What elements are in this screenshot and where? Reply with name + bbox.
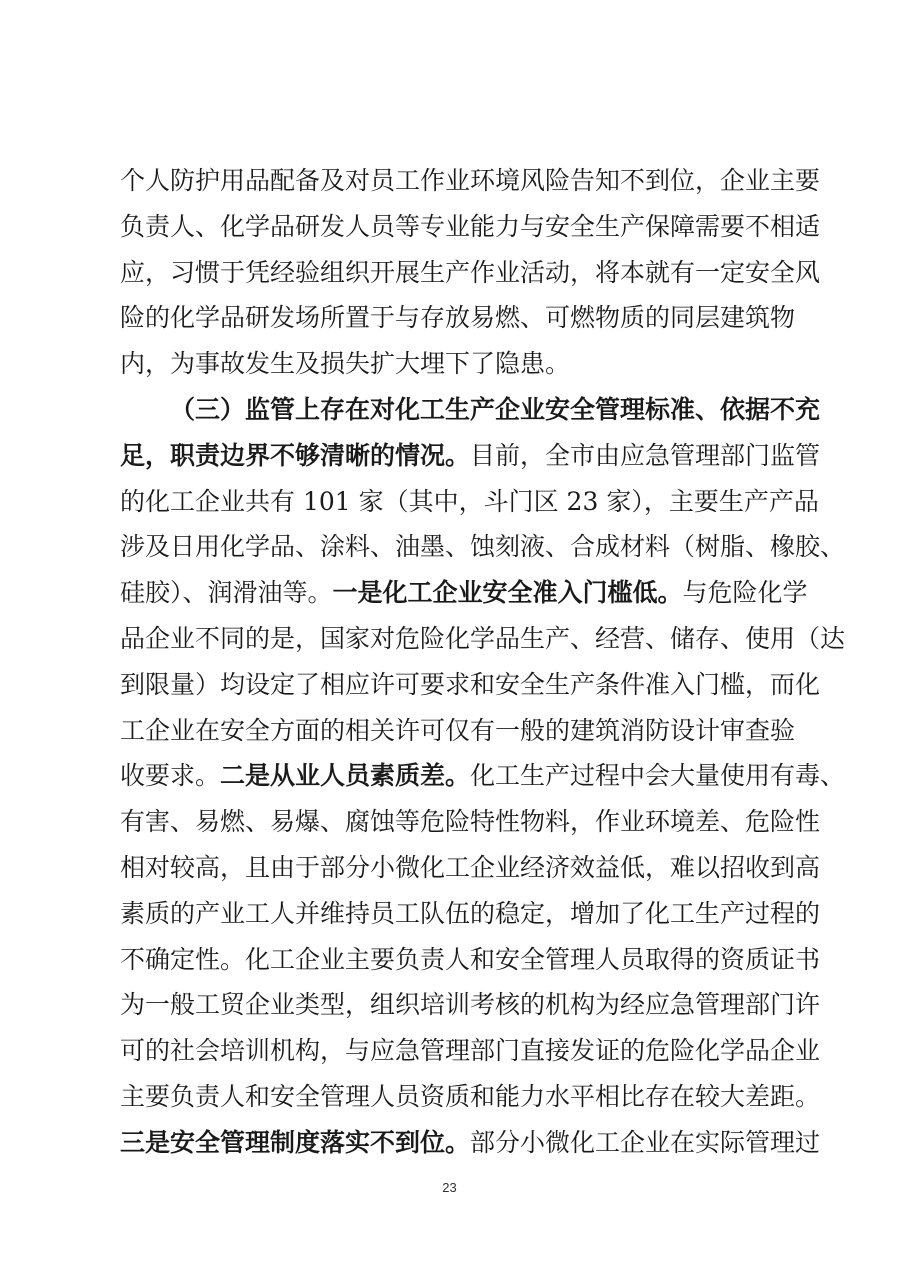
text-line: 涉及日用化学品、涂料、油墨、蚀刻液、合成材料（树脂、橡胶、 [120,532,846,562]
text-line: 负责人、化学品研发人员等专业能力与安全生产保障需要不相适 [120,211,821,241]
point-three-heading: 三是安全管理制度落实不到位。 [120,1127,471,1157]
text-line: 应，习惯于凭经验组织开展生产作业活动，将本就有一定安全风 [120,257,821,287]
text-line [120,753,846,799]
text-line: 到限量）均设定了相应许可要求和安全生产条件准入门槛，而化 [120,669,821,699]
page-number: 23 [442,1180,457,1195]
text-line [120,1120,821,1166]
text-line: 个人防护用品配备及对员工作业环境风险告知不到位，企业主要 [120,166,821,195]
text-line [120,433,821,479]
text-span: 硅胶）、润滑油等。 [120,578,333,608]
text-span: 化工生产过程中会大量使用有毒、 [470,761,846,791]
point-one-heading: 一是化工企业安全准入门槛低。 [332,578,683,608]
text-span: 与危险化学 [682,578,808,608]
body-text [120,158,846,1166]
text-line: 素质的产业工人并维持员工队伍的稳定，增加了化工生产过程的 [120,898,821,928]
text-line: 工企业在安全方面的相关许可仅有一般的建筑消防设计审查验 [120,715,796,745]
text-line: 的化工企业共有 101 家（其中，斗门区 23 家），主要生产产品 [120,486,819,516]
text-line: 主要负责人和安全管理人员资质和能力水平相比存在较大差距。 [120,1081,821,1111]
text-line: 品企业不同的是，国家对危险化学品生产、经营、储存、使用（达 [120,623,846,653]
text-line: 为一般工贸企业类型，组织培训考核的机构为经应急管理部门许 [120,990,821,1020]
text-line [120,570,808,616]
text-line: 有害、易燃、易爆、腐蚀等危险特性物料，作业环境差、危险性 [120,807,821,837]
text-span: 部分小微化工企业在实际管理过 [470,1127,821,1157]
text-span: 收要求。 [120,761,221,791]
section-heading-end: 足，职责边界不够清晰的情况。 [120,440,471,470]
point-two-heading: 二是从业人员素质差。 [220,761,471,791]
text-line: 可的社会培训机构，与应急管理部门直接发证的危险化学品企业 [120,1036,821,1066]
text-line: 不确定性。化工企业主要负责人和安全管理人员取得的资质证书 [120,944,821,974]
section-heading-line: （三）监管上存在对化工生产企业安全管理标准、依据不充 [170,394,821,424]
text-line: 相对较高，且由于部分小微化工企业经济效益低，难以招收到高 [120,852,821,882]
text-line: 险的化学品研发场所置于与存放易燃、可燃物质的同层建筑物 [120,303,796,333]
text-line: 内，为事故发生及损失扩大埋下了隐患。 [120,349,571,379]
text-span: 目前，全市由应急管理部门监管 [470,440,821,470]
